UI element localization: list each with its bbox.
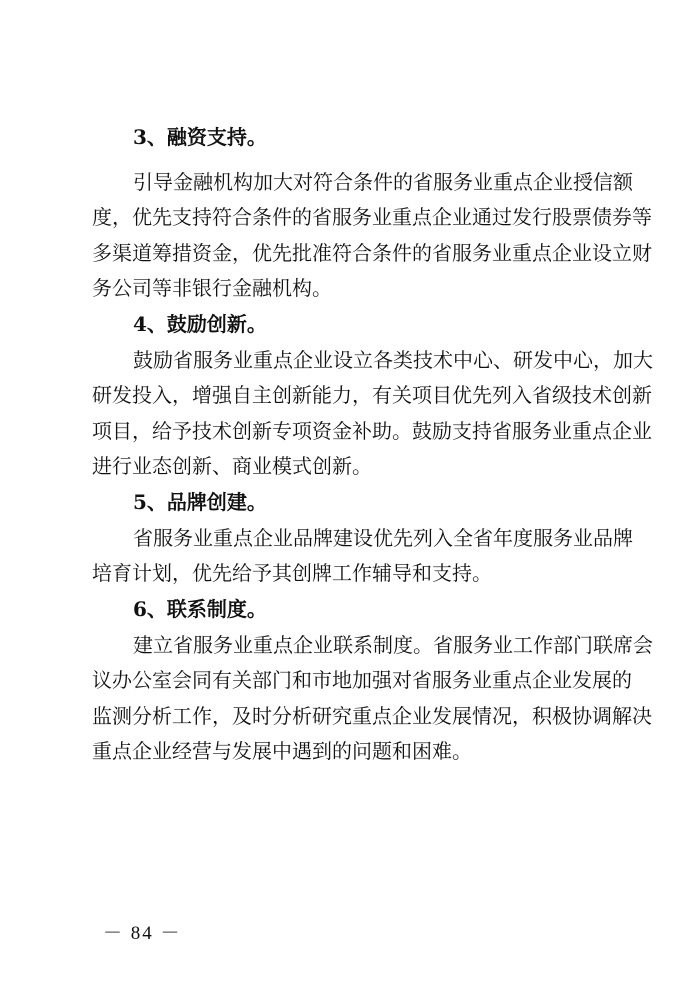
paragraph-line: 项目，给予技术创新专项资金补助。鼓励支持省服务业重点企业 [92,419,652,443]
paragraph-line: 议办公室会同有关部门和市地加强对省服务业重点企业发展的 [92,668,632,692]
paragraph-line: 度，优先支持符合条件的省服务业重点企业通过发行股票债券等 [92,205,652,229]
page-number: － 84 － [103,923,182,944]
paragraph-line: 建立省服务业重点企业联系制度。省服务业工作部门联席会 [133,633,653,657]
section-heading: 5、品牌创建。 [133,490,267,514]
paragraph-line: 鼓励省服务业重点企业设立各类技术中心、研发中心，加大 [133,348,653,372]
paragraph-line: 进行业态创新、商业模式创新。 [92,454,372,478]
section-heading: 6、联系制度。 [133,597,267,621]
paragraph-line: 引导金融机构加大对符合条件的省服务业重点企业授信额 [133,170,633,194]
paragraph-line: 重点企业经营与发展中遇到的问题和困难。 [92,739,472,763]
paragraph-line: 研发投入，增强自主创新能力，有关项目优先列入省级技术创新 [92,383,652,407]
paragraph-line: 省服务业重点企业品牌建设优先列入全省年度服务业品牌 [133,526,633,550]
paragraph-line: 多渠道筹措资金，优先批准符合条件的省服务业重点企业设立财 [92,241,652,265]
paragraph-line: 监测分析工作，及时分析研究重点企业发展情况，积极协调解决 [92,704,652,728]
section-heading: 3、融资支持。 [133,125,267,149]
paragraph-line: 务公司等非银行金融机构。 [92,276,332,300]
paragraph-line: 培育计划，优先给予其创牌工作辅导和支持。 [92,561,492,585]
section-heading: 4、鼓励创新。 [133,312,267,336]
